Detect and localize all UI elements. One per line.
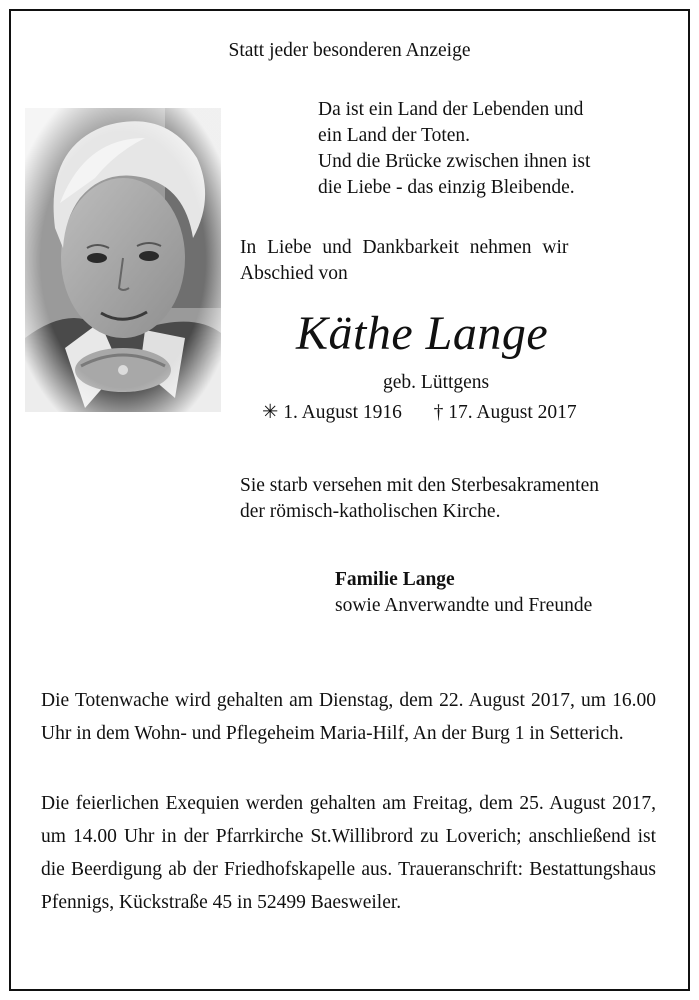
poem-line: Da ist ein Land der Lebenden und bbox=[318, 99, 584, 120]
wake-paragraph: Die Totenwache wird gehalten am Dienstag, dem 22. August 2017, um 16.00 Uhr in dem Wohn- und Pflegeheim Maria-Hilf, An der Burg 1 in Setterich. bbox=[41, 690, 656, 744]
family-name: Familie Lange bbox=[335, 569, 455, 590]
poem-line: ein Land der Toten. bbox=[318, 125, 471, 146]
poem-line: Und die Brücke zwischen ihnen ist bbox=[318, 151, 591, 172]
death-date: 17. August 2017 bbox=[448, 402, 577, 423]
family-others: sowie Anverwandte und Freunde bbox=[335, 595, 593, 616]
life-dates bbox=[262, 400, 577, 426]
deceased-name: Käthe Lange bbox=[296, 307, 549, 360]
cross-icon: † bbox=[433, 402, 444, 423]
intro-line: Abschied von bbox=[240, 263, 348, 284]
portrait-photo bbox=[25, 108, 221, 412]
poem-line: die Liebe - das einzig Bleibende. bbox=[318, 177, 575, 198]
born-symbol-icon: ✳ bbox=[262, 402, 279, 423]
intro-text bbox=[240, 235, 568, 287]
family-signature bbox=[335, 567, 592, 619]
funeral-paragraph: Die feierlichen Exequien werden gehalten am Freitag, dem 25. August 2017, um 14.00 Uhr in der Pfarrkirche St.Willibrord zu Loverich; anschließend ist die Beerdigung ab der Friedhofskapelle aus. Traueranschrift: Bestattungshaus Pfennigs, Kückstraße 45 in 52499 Baesweiler. bbox=[41, 793, 656, 913]
poem bbox=[318, 97, 590, 201]
sacrament-line: Sie starb versehen mit den Sterbesakramenten bbox=[240, 475, 600, 496]
sacrament-line: der römisch-katholischen Kirche. bbox=[240, 501, 501, 522]
birth-name: geb. Lüttgens bbox=[383, 372, 490, 393]
birth-date: 1. August 1916 bbox=[283, 402, 402, 423]
intro-line: In Liebe und Dankbarkeit nehmen wir bbox=[240, 237, 569, 258]
notice-header: Statt jeder besonderen Anzeige bbox=[228, 40, 471, 61]
sacrament-text bbox=[240, 473, 599, 525]
